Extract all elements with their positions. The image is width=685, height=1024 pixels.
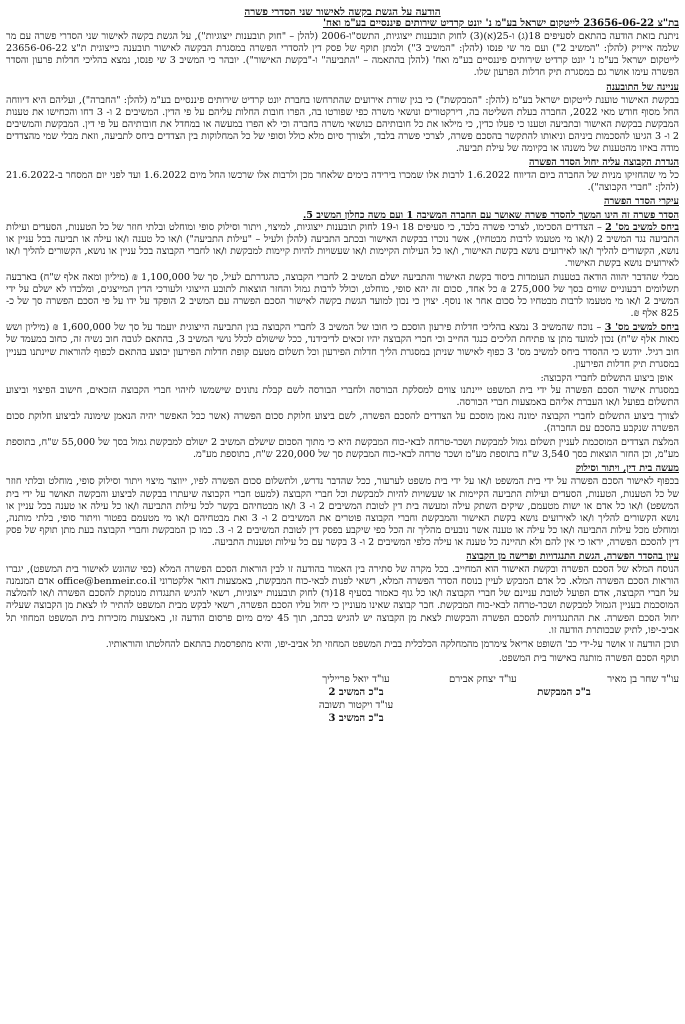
notice-title: הודעה על הגשת בקשה לאישור שני הסדרי פשרה xyxy=(244,6,441,18)
payment-method-2: לצורך ביצוע התשלום לחברי הקבוצה ימונה נאמן מוסכם על הצדדים להסכם הפשרה, לשם ביצוע חלוקת סכום הפשרה (אשר ככל האפשר יהיה הנאמן שימונה לביצוע חלוקת סכום הפשרה שנקבע בהסכם עם החברה). xyxy=(6,411,679,435)
section-body-lawsuit: בבקשת האישור טוענת לייטקום ישראל בע"מ (להלן: "המבקשת") כי בגין שורת אירועים שהתרחשו בחברת יונט קרדיט שירותים פיננסיים בע"מ (להלן: "החברה"), ועליהם היא דיווחה החל מסוף חודש מאי 2022, החברה בעלת השליטה בה, דירקטורים ונושאי משרה כפי שפורטו בה, הפרו חובות החלות עליהם על פי הדין. המשיבים 2 ו- 3 דחו והכחישו את טענות המבקשת בבקשת האישור ובתביעה וטענו כי פעלו כדין, כי מילאו את כל חובותיהם כנושאי משרה בחברה וכי לא הפרו במעשה או במחדל את חובותיהם על פי דין. המבקשת והמשיבים 2 ו- 3 הגיעו להסכמות ביניהם וניאותו להתקשר בהסכם פשרה, לצרכי פשרה בלבד, ולצורך סיום מלא כולל וסופי של כל המחלוקות בין הצדדים ביחס לתביעה, וזאת מבלי שמי מהצדדים מודה באיזו מהטענות של משנהו או בקיומה של עילת תביעה. xyxy=(6,94,680,155)
respondent-2-body: – הצדדים הסכימו, לצרכי פשרה בלבד, כי סעיפים 18 ו-19 לחוק תובענות ייצוגיות, למיצוי, ויתור וסילוק סופי ומוחלט ובלתי חוזר של כל הטענות, הסעדים ועילות התביעה נגד המשיב 2 (ו/או מי מטעמו לרבות מבטחיו), אשר נוכרו בבקשת האישור ובכתב התביעה (להלן ולעיל – "עילות התביעה") ו/או כל טענה ו/או עילה או תביעה בכל עניין או נושא, הקשורים להליך ו/או לאירועים נושא בקשת האישור, ו/או כל העילות הקיימות ו/או שעשויות להיות קיימות למבקשת ו/או לחברי הקבוצה בכל עניין או נושא, הקשורים להליך ו/או לאירועים נושא בקשת האישור. xyxy=(6,221,679,269)
respondent-2-role: ב"כ המשיב 2 xyxy=(328,686,384,698)
respondent-3-lawyer: עו"ד ויקטור תשובה xyxy=(318,699,394,711)
signatures xyxy=(6,673,679,725)
respondent-2-lawyer: עו"ד יואל פרייליך xyxy=(322,673,390,685)
section-heading-res-judicata: מעשה בית דין, ויתור וסילוק xyxy=(575,463,679,475)
settlement-intro: הסדר פשרה זה הינו המשך להסדר פשרה שאושר עם החברה המשיבה 1 ועם משה כחלון המשיב 5. xyxy=(302,209,679,221)
section-body-class-definition: כל מי שהחזיקו מניות של החברה ביום הדיווח 1.6.2022 לרבות אלו שמכרו בירידה בימים שלאחר מכן ולרבות אלו שרכשו החל מיום 1.6.2022 ועד לפני יום המסחר ב-21.6.2022 (להלן: "חברי הקבוצה"). xyxy=(6,170,679,194)
section-heading-objections: עיון בהסדר הפשרה, הגשת התנגדויות ופרישה מן הקבוצה xyxy=(466,551,679,563)
section-heading-class-definition: הגדרת הקבוצה עליה יחול הסדר הפשרה xyxy=(529,157,679,169)
case-line: בת"צ 23656-06-22 לייטקום ישראל בע"מ נ' יונט קרדיט שירותים פיננסיים בע"מ ואח' xyxy=(322,18,679,30)
closing-condition: תוקף הסכם הפשרה מותנה באישור בית המשפט. xyxy=(498,652,679,664)
plaintiff-role: ב"כ המבקשת xyxy=(537,686,591,698)
section-heading-lawsuit: עניינה של התובענה xyxy=(606,81,679,93)
plaintiff-lawyer-2: עו"ד יצחק אבירם xyxy=(449,673,517,685)
intro-paragraph: ניתנת בזאת הודעה בהתאם לסעיפים 18(ג) ו-25(א)(3) לחוק תובענות ייצוגיות, התשס"ו-2006 (להלן – "חוק תובענות ייצוגיות"), על הגשת בקשה לאישור שני הסדרי פשרה עם מר שלמה אייזיק (להלן: "המשיב 2") ועם מר שי פנסו (להלן: "המשיב 3") ולמתן תוקף של פסק דין להסדרי הפשרה במסגרת הבקשה לאישור תובענה כייצוגית ת"צ 23656-06-22 לייטקום ישראל בע"מ נ' יונט קרדיט שירותים פיננסיים בע"מ ואח' (להלן בהתאמה – "התביעה" ו-"בקשת האישור"). יובהר כי המשיב 3 שי פנסו, נמצא בהליכי חדלות פרעון והסדר הפשרה עימו אושר גם במסגרת תיק חדלות הפרעון שלו. xyxy=(6,31,680,79)
fee-recommendation: המלצת הצדדים המוסכמת לעניין תשלום גמול למבקשת ושכר-טרחה לבאי-כוח המבקשת היא כי מתוך הסכום שישלם המשיב 2 ישולם למבקשת גמול בסך של 55,000 ש"ח, בתוספת מע"מ, וכן החזר הוצאות בסך 3,540 ש"ח בתוספת מע"מ ושכר טרחה לבאי-כוח המבקשת סך של 220,000 ש"ח, בתוספת מע"מ. xyxy=(6,437,680,461)
signature-plaintiff xyxy=(449,673,679,725)
section-heading-settlement-terms: עיקרי הסדר הפשרה xyxy=(603,196,679,208)
section-body-res-judicata: בכפוף לאישור הסכם הפשרה על ידי בית המשפט ו/או על ידי בית משפט לערעור, ככל שהדבר נדרש, ולתשלום סכום הפשרה לפיו, ייווצר מיצוי ויתור וסילוק סופי, מוחלט ובלתי חוזר של כל הטענות, הטענות, הסעדים ועילות התביעה הקיימות או שעשויות להיות למבקשת וכל חברי הקבוצה (למעט חברי הקבוצה שיעתרו בבקשה לביצוע והבקשה תאושר על ידי בית המשפט) ו/או כל אדם או ישות מטעמם, שיקים השתק עילה ומעשה בית דין לטובת המשיבים 2 ו- 3 ו/או מבטחיהם בקשר לכל עילות התביעה ו/או כל עילה או טענה בכל עניין או נושא הקשורים להליך ו/או לאירועים נושא בקשת האישור והמבקשת וחברי הקבוצה פוטרים את המשיבים 2 ו- 3 ואת מבטחיהם ו/או מי מטעמם בפטור וויתור סופי, בלתי מותנה, ומוחלט מכל עילות התביעה ו/או כל עילה או טענה אשר נובעים מהליך זה הכל כפי שיקבע בפסק דין לטובת המשיבים 2 ו- 3. כמו כן המבקשת וחברי הקבוצה בעת מתן תוקף של פסק דין להסכם הפשרה, יראו כי אין להם ולא תהיינה כל טענה או עילה כלפי המשיבים 2 ו- 3 בקשר עם כל עילות וטענות התביעה. xyxy=(6,476,680,548)
respondent-2-paragraph xyxy=(6,222,679,270)
respondent-3-body: – נוכח שהמשיב 3 נמצא בהליכי חדלות פירעון הוסכם כי חובו של המשיב 3 לחברי הקבוצה בגין התביעה הייצוגית יועמד על סך של 1,600,000 ₪ (מיליון ושש מאות אלף ש"ח) נכון למועד מתן צו פתיחת הליכים כנגד החייב וכי חברי הקבוצה יהיו זכאים לדיבידנד, ככל שישולם לכלל נושי המשיב 3, בהתאם לגובה חוב נשיה זה, כחוב במעמד של חוב רגיל. יודגש כי ההסדר ביחס למשיב מס' 3 כפוף לאישור שניתן במסגרת הליך חדלות הפירעון וכל תשלום מטעם קופת חדלות הפירעון יבוצע בהתאם לכפוף להוראות שיינתנו בעניין במסגרת תיק חדלות הפירעון. xyxy=(6,322,679,370)
respondent-3-role: ב"כ המשיב 3 xyxy=(328,712,384,724)
closing-approval: תוכן הודעה זו אושר על-ידי כב' השופט אריאל צימרמן מהמחלקה הכלכלית בבית המשפט המחוזי תל אביב-יפו, והיא מתפרסמת בהתאם להחלטתו והוראותיו. xyxy=(105,638,679,650)
respondent-2-label: ביחס למשיב מס' 2 xyxy=(605,221,680,233)
payment-method-1: במסגרת אישור הסכם הפשרה על ידי בית המשפט ייינתנו צווים למסלקת הבורסה ולחברי הבורסה לשם קבלת נתונים שישמשו לזיהוי חברי הקבוצה הזכאים, חישוב הפיצוי וביצוע התשלום בפועל ו/או העברת אליהם באמצעות חברי הבורסה. xyxy=(6,384,679,408)
respondent-3-label: ביחס למשיב מס' 3 xyxy=(604,322,679,334)
payment-method-heading: אופן ביצוע התשלום לחברי הקבוצה: xyxy=(540,372,673,384)
respondent-3-paragraph xyxy=(6,322,679,370)
plaintiff-lawyer-1: עו"ד שחר בן מאיר xyxy=(607,673,679,685)
section-body-objections: הנוסח המלא של הסכם הפשרה ובקשת האישור הוא המחייב. בכל מקרה של סתירה בין האמור בהודעה זו לבין הוראות הסכם הפשרה המלא (כפי שהוגש לאישור בית המשפט), יגברו הוראות הסכם הפשרה המלא. כל אדם המבקש לעיין בנוסח הסדר הפשרה המלא, רשאי לפנות לבאי-כוח המבקשת, באמצעות דואר אלקטרוני office@benmeir.co.il אדם המנמנה על חברי הקבוצה, אדם הפועל לטובת עניינם של חברי הקבוצה ו/או כל גוף כאמור בסעיף 18(ד) לחוק תובענות ייצוגיות, רשאי להגיש התנגדות מנומקת להסכם הפשרה ו/או להמלצה המוסכמת בעניין הגמול למבקשת ושכר-טרחה לבאי-כוח המבקשת. חבר קבוצה שאינו מעוניין כי יחול עליו הסכם הפשרה, רשאי לבקש מבית המשפט להתיר לו לצאת מן הקבוצה שעליה יחול הסכם הפשרה. את ההתנגדויות להסכם הפשרה והבקשות לצאת מן הקבוצה יש להגיש בכתב, תוך 45 ימים מיום פרסום הודעה זו, באמצעות מזכירות בית המשפט המחוזי תל אביב-יפו, לתיק שבכותרת הודעה זו. xyxy=(6,564,680,636)
signature-respondents xyxy=(281,673,431,725)
respondent-2-payment: מבלי שהדבר יהווה הודאה בטענות העומדות ביסוד בקשת האישור והתביעה ישלם המשיב 2 לחברי הקבוצה, כהגדרתם לעיל, סך של 1,100,000 ₪ (מיליון ומאה אלף ש"ח) בארבעה תשלומים רבעוניים שווים בסך של 275,000 ₪ כל אחד, סכום זה יהא סופי, מוחלט, וכולל לרבות גמול והחזר הוצאות לתובע הייצוגי ולעורכי הדין המייצגים, ומלבדו לא ישלם על ידי המשיב 2 ו/או מי מטעמו לרבות מבטחיו כל סכום אחר או נוסף. יצוין כי נכון למועד הגשת בקשה לאישור הסכם הפשרה עם המשיב 2 הופקד על ידו על פי הסכם הפשרה סך של כ- 825 אלף ₪. xyxy=(6,271,680,320)
